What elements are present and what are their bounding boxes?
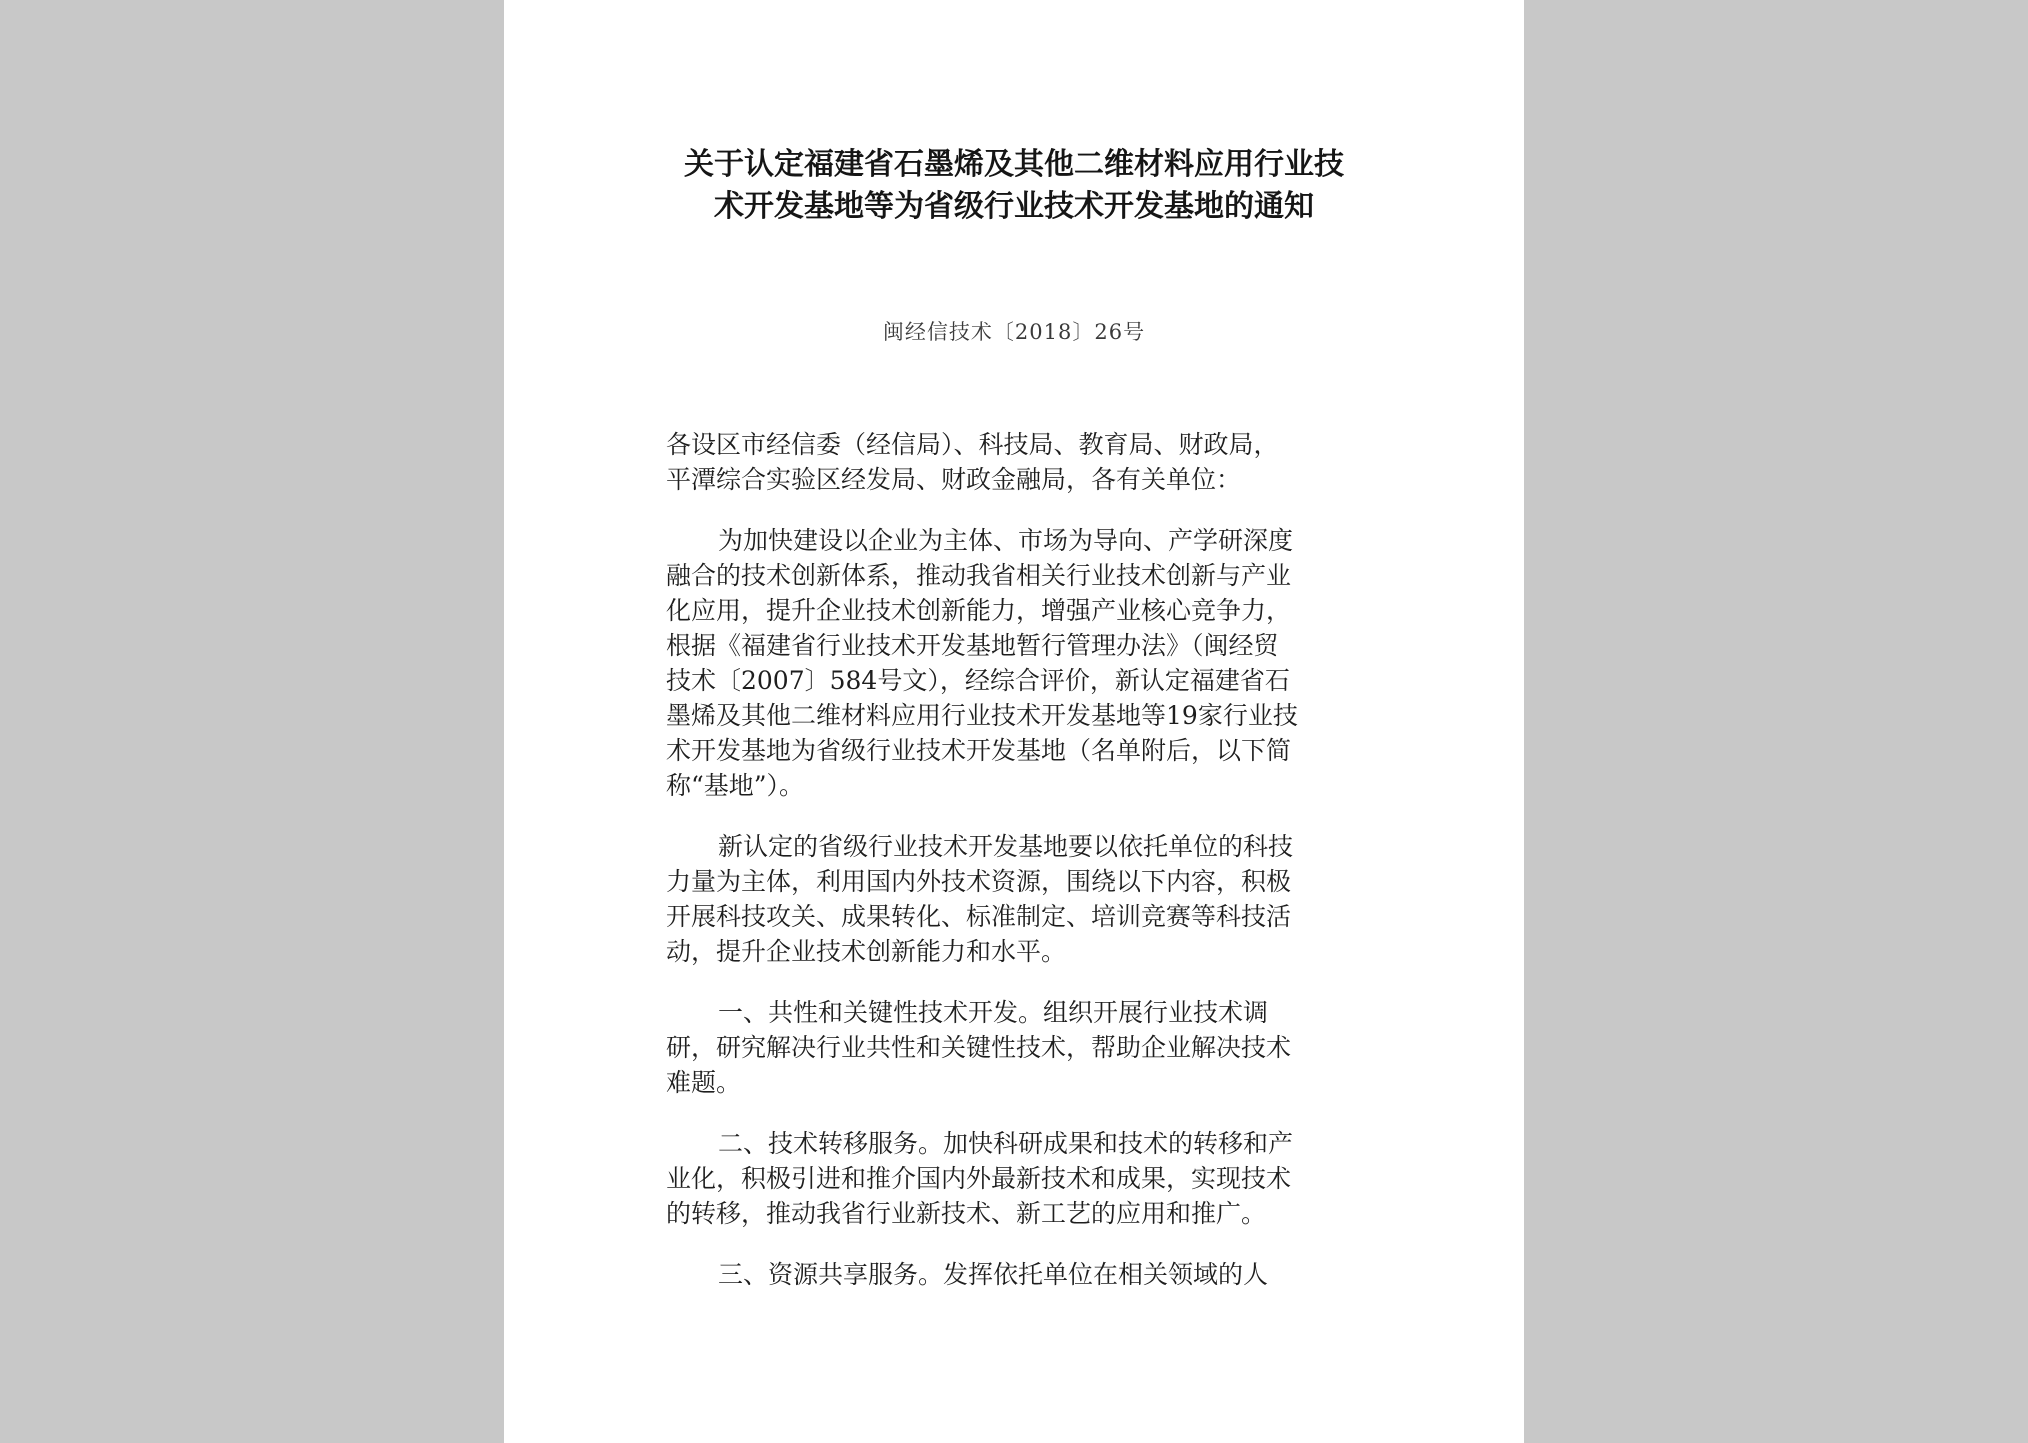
text-line: 的转移，推动我省行业新技术、新工艺的应用和推广。 (666, 1199, 1267, 1228)
text-line: 技术〔2007〕584号文），经综合评价，新认定福建省石 (666, 666, 1290, 695)
body-paragraph-1 (666, 523, 1376, 803)
text-line: 称“基地”）。 (666, 771, 805, 800)
text-line: 力量为主体，利用国内外技术资源，围绕以下内容，积极 (666, 867, 1292, 896)
text-line: 开展科技攻关、成果转化、标准制定、培训竞赛等科技活 (666, 902, 1292, 931)
text-line: 墨烯及其他二维材料应用行业技术开发基地等19家行业技 (666, 701, 1298, 730)
document-page (504, 0, 1524, 1443)
text-line: 一、共性和关键性技术开发。组织开展行业技术调 (718, 998, 1269, 1027)
body-paragraph-5 (666, 1257, 1376, 1292)
text-line: 三、资源共享服务。发挥依托单位在相关领域的人 (718, 1260, 1269, 1289)
document-body (666, 427, 1376, 1318)
text-line: 术开发基地为省级行业技术开发基地（名单附后，以下简 (666, 736, 1292, 765)
body-paragraph-2 (666, 829, 1376, 969)
text-line: 动，提升企业技术创新能力和水平。 (666, 937, 1067, 966)
text-line: 新认定的省级行业技术开发基地要以依托单位的科技 (718, 832, 1294, 861)
title-line-1: 关于认定福建省石墨烯及其他二维材料应用行业技 (684, 147, 1344, 182)
text-line: 化应用，提升企业技术创新能力，增强产业核心竞争力， (666, 596, 1292, 625)
text-line: 融合的技术创新体系，推动我省相关行业技术创新与产业 (666, 561, 1292, 590)
text-line: 平潭综合实验区经发局、财政金融局，各有关单位： (666, 465, 1242, 494)
body-paragraph-4 (666, 1126, 1376, 1231)
text-line: 为加快建设以企业为主体、市场为导向、产学研深度 (718, 526, 1294, 555)
text-line: 难题。 (666, 1068, 742, 1097)
text-line: 业化，积极引进和推介国内外最新技术和成果，实现技术 (666, 1164, 1292, 1193)
document-number: 闽经信技术〔2018〕26号 (882, 320, 1146, 344)
text-line: 各设区市经信委（经信局）、科技局、教育局、财政局， (666, 430, 1279, 459)
document-title (504, 144, 1524, 228)
title-line-2: 术开发基地等为省级行业技术开发基地的通知 (714, 189, 1314, 224)
body-paragraph-3 (666, 995, 1376, 1100)
text-line: 根据《福建省行业技术开发基地暂行管理办法》（闽经贸 (666, 631, 1279, 660)
salutation-paragraph (666, 427, 1376, 497)
text-line: 研，研究解决行业共性和关键性技术，帮助企业解决技术 (666, 1033, 1292, 1062)
text-line: 二、技术转移服务。加快科研成果和技术的转移和产 (718, 1129, 1294, 1158)
